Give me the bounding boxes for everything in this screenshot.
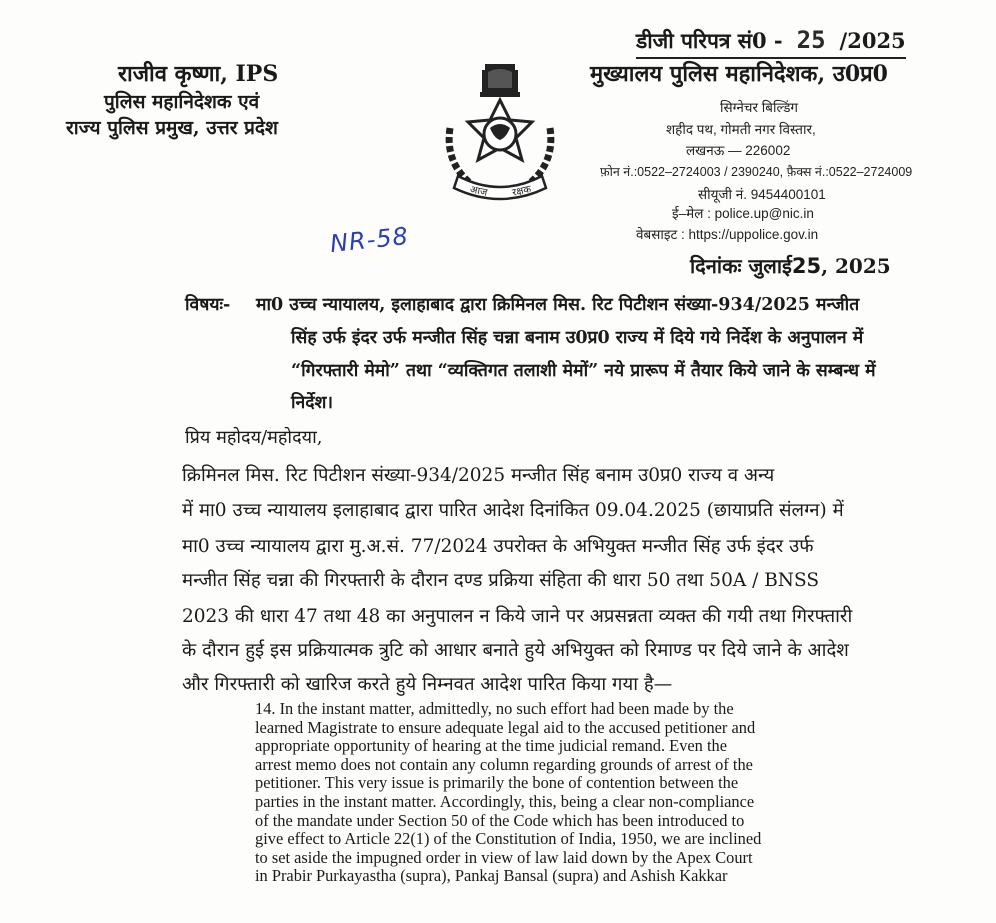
- office-title: मुख्यालय पुलिस महानिदेशक, उ0प्र0: [590, 61, 888, 87]
- office-website: वेबसाइट : https://uppolice.gov.in: [636, 227, 819, 242]
- quote-line: learned Magistrate to ensure adequate legal aid to the accused petitioner and: [255, 717, 756, 737]
- quote-line: petitioner. This very issue is primarily the bone of contention between the: [255, 773, 739, 793]
- circular-handwritten-number: 25: [796, 26, 826, 54]
- body-line-1: क्रिमिनल मिस. रिट पिटीशन संख्या-934/2025 मन्जीत सिंह बनाम उ0प्र0 राज्य व अन्य: [182, 465, 775, 486]
- circular-year: /2025: [839, 28, 906, 53]
- body-line-6: के दौरान हुई इस प्रक्रियात्मक त्रुटि को आधार बनाते हुये अभियुक्त को रिमाण्ड पर दिये जाने के आदेश: [182, 640, 849, 661]
- body-line-3: मा0 उच्च न्यायालय द्वारा मु.अ.सं. 77/2024 उपरोक्त के अभियुक्त मन्जीत सिंह उर्फ इंदर उर्फ: [182, 536, 814, 557]
- date-year: , 2025: [821, 254, 891, 278]
- quote-line: in Prabir Purkayastha (supra), Pankaj Bansal (supra) and Ashish Kakkar: [255, 866, 728, 886]
- quote-line: of the mandate under Section 50 of the Code which has been introduced to: [255, 810, 745, 830]
- body-line-5: 2023 की धारा 47 तथा 48 का अनुपालन न किये जाने पर अप्रसन्नता व्यक्त की गयी तथा गिरफ्तारी: [182, 606, 853, 627]
- office-road: शहीद पथ, गोमती नगर विस्तार,: [666, 122, 816, 137]
- sender-designation-line2: राज्य पुलिस प्रमुख, उत्तर प्रदेश: [66, 117, 278, 139]
- subject-line-1: मा0 उच्च न्यायालय, इलाहाबाद द्वारा क्रिमिनल मिस. रिट पिटीशन संख्या-934/2025 मन्जीत: [256, 295, 860, 315]
- body-line-2: में मा0 उच्च न्यायालय इलाहाबाद द्वारा पारित आदेश दिनांकित 09.04.2025 (छायाप्रति संलग्न) में: [182, 500, 844, 521]
- emblem-motto-left: आज: [468, 184, 489, 199]
- office-email: ई–मेल : police.up@nic.in: [672, 206, 814, 221]
- emblem-motto-right: रक्षक: [511, 184, 533, 199]
- subject-label: विषयः-: [185, 295, 231, 315]
- quote-line: parties in the instant matter. Accordingly, this, being a clear non-compliance: [255, 791, 755, 811]
- date-day: 25: [791, 254, 822, 278]
- circular-number: [636, 26, 906, 59]
- circular-prefix: डीजी परिपत्र सं0 -: [636, 28, 783, 53]
- court-order-excerpt: [255, 700, 843, 886]
- subject-line-4: निर्देश।: [291, 393, 334, 413]
- up-police-emblem-icon: [430, 58, 570, 208]
- office-phone: फ़ोन नं.:0522–2724003 / 2390240, फ़ैक्स नं.:0522–2724009: [600, 165, 913, 179]
- office-cug: सीयूजी नं. 9454400101: [698, 187, 826, 202]
- subject-line-3: “गिरफ्तारी मेमो” तथा “व्यक्तिगत तलाशी मेमों” नये प्रारूप में तैयार किये जाने के सम्बन्ध में: [291, 361, 876, 381]
- handwritten-note: NR-58: [328, 221, 411, 259]
- quote-line: arrest memo does not contain any column regarding grounds of arrest of the: [255, 754, 753, 774]
- body-line-7: और गिरफ्तारी को खारिज करते हुये निम्नवत आदेश पारित किया गया है—: [182, 674, 673, 695]
- quote-line: to set aside the impugned order in view of law laid down by the Apex Court: [255, 847, 753, 867]
- subject-line-2: सिंह उर्फ इंदर उर्फ मन्जीत सिंह चन्ना बनाम उ0प्र0 राज्य में दिये गये निर्देश के अनुपालन में: [291, 328, 864, 348]
- sender-designation-line1: पुलिस महानिदेशक एवं: [104, 91, 260, 113]
- body-line-4: मन्जीत सिंह चन्ना की गिरफ्तारी के दौरान दण्ड प्रक्रिया संहिता की धारा 50 तथा 50A / BNSS: [182, 570, 820, 591]
- salutation: प्रिय महोदय/महोदया,: [185, 427, 323, 448]
- office-building: सिग्नेचर बिल्डिंग: [720, 100, 799, 115]
- sender-name: राजीव कृष्णा, IPS: [118, 61, 279, 87]
- office-city: लखनऊ — 226002: [686, 143, 791, 158]
- date-line: [690, 252, 891, 279]
- quote-line: 14. In the instant matter, admittedly, no such effort had been made by the: [255, 699, 734, 718]
- date-label: दिनांकः जुलाई: [690, 254, 792, 278]
- quote-line: give effect to Article 22(1) of the Constitution of India, 1950, we are inclined: [255, 829, 762, 849]
- quote-line: appropriate opportunity of hearing at the time judicial remand. Even the: [255, 736, 727, 756]
